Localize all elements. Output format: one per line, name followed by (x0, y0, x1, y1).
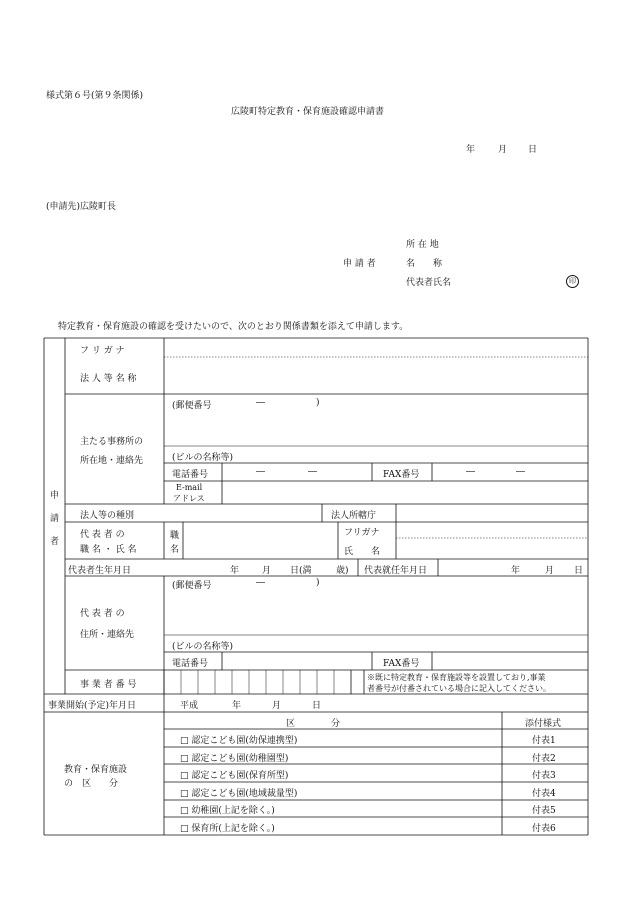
applicant-vertical-2: 請 (50, 514, 60, 524)
main-office-label-1: 主たる事務所の (80, 437, 144, 447)
rep-title-label-2: 職 名 ・ 氏 名 (80, 545, 137, 555)
birth-day-age: 日(満 (290, 566, 312, 576)
start-day: 日 (312, 701, 322, 711)
fax-dash-2: ― (516, 467, 525, 477)
appointed-day: 日 (574, 566, 584, 576)
business-number-label: 事 業 者 番 号 (80, 680, 137, 690)
applicant-label: 申 請 者 (343, 259, 376, 269)
phone-dash-2: ― (308, 467, 317, 477)
rep-postal-close: ) (316, 578, 320, 588)
facility-label-2: の 区 分 (64, 779, 119, 789)
furigana-label: フ リ ガ ナ (80, 346, 125, 356)
applicant-vertical-1: 申 (50, 491, 60, 501)
start-month: 月 (272, 701, 282, 711)
postal-dash: ― (256, 398, 265, 408)
date-year-label: 年 (466, 145, 476, 155)
start-year: 年 (232, 701, 242, 711)
rep-birth-label: 代表者生年月日 (68, 566, 132, 576)
rep-appointed-label: 代表就任年月日 (364, 566, 428, 576)
form-number: 様式第６号(第９条関係) (46, 91, 144, 101)
corp-name-label: 法 人 等 名 称 (80, 374, 137, 384)
representative-label: 代表者氏名 (406, 278, 452, 288)
appointed-month: 月 (545, 566, 555, 576)
appointed-year: 年 (511, 566, 521, 576)
rep-addr-label-2: 住所・連絡先 (80, 630, 135, 640)
address-label: 所 在 地 (406, 240, 439, 250)
rep-building-label: (ビルの名称等) (172, 642, 234, 652)
category-form: 付表4 (532, 789, 556, 799)
rep-postal-dash: ― (256, 578, 265, 588)
date-day-label: 日 (528, 145, 538, 155)
email-label-1: E-mail (176, 483, 203, 492)
seal-mark: 印 (566, 275, 579, 288)
category-item[interactable]: □ 幼稚園(上記を除く。) (180, 806, 275, 816)
birth-month: 月 (262, 566, 272, 576)
business-note-2: 者番号が付番されている場合に記入してください。 (367, 684, 551, 693)
category-item[interactable]: □ 保育所(上記を除く。) (180, 824, 275, 834)
category-item[interactable]: □ 認定こども園(地域裁量型) (180, 789, 298, 799)
phone-dash-1: ― (256, 467, 265, 477)
start-date-label: 事業開始(予定)年月日 (48, 701, 137, 711)
category-form: 付表6 (532, 824, 556, 834)
fax-dash-1: ― (466, 467, 475, 477)
phone-label: 電話番号 (172, 470, 209, 480)
fax-label: FAX番号 (383, 470, 420, 480)
start-heisei: 平成 (180, 701, 199, 711)
postal-label: (郵便番号 (172, 401, 212, 411)
rep-addr-label-1: 代 表 者 の (80, 609, 125, 619)
attachment-header: 添付様式 (525, 719, 562, 729)
birth-year: 年 (230, 566, 240, 576)
category-item[interactable]: □ 認定こども園(保育所型) (180, 771, 289, 781)
category-item[interactable]: □ 認定こども園(幼保連携型) (180, 736, 298, 746)
email-label-2: アドレス (173, 494, 205, 503)
rep-name-label: 氏 名 (344, 547, 381, 557)
category-item[interactable]: □ 認定こども園(幼稚園型) (180, 754, 289, 764)
rep-postal-label: (郵便番号 (172, 581, 212, 591)
rep-furigana-label: フリガナ (344, 528, 380, 538)
rep-fax-label: FAX番号 (383, 659, 420, 669)
name-label: 名 称 (406, 259, 443, 269)
intro-text: 特定教育・保育施設の確認を受けたいので、次のとおり関係書類を添えて申請します。 (58, 322, 409, 332)
category-form: 付表2 (532, 754, 556, 764)
rep-title-label-1: 代 表 者 の (80, 530, 125, 540)
building-label: (ビルの名称等) (172, 453, 234, 463)
facility-label-1: 教育・保育施設 (64, 765, 128, 775)
category-header: 区 分 (286, 719, 341, 729)
date-month-label: 月 (498, 145, 508, 155)
addressee: (申請先)広陵町長 (46, 202, 117, 212)
business-note-1: ※既に特定教育・保育施設等を設置しており,事業 (367, 673, 546, 682)
shoku-label: 職 (170, 531, 180, 541)
applicant-vertical-3: 者 (50, 537, 60, 547)
category-form: 付表5 (532, 806, 556, 816)
rep-phone-label: 電話番号 (172, 659, 209, 669)
corp-type-label: 法人等の種別 (80, 511, 135, 521)
document-title: 広陵町特定教育・保育施設確認申請書 (231, 107, 385, 117)
mei-label: 名 (170, 545, 180, 555)
postal-close: ) (316, 398, 320, 408)
main-office-label-2: 所在地・連絡先 (80, 456, 144, 466)
birth-age-close: 歳) (336, 566, 349, 576)
category-form: 付表3 (532, 771, 556, 781)
category-form: 付表1 (532, 736, 556, 746)
corp-authority-label: 法人所轄庁 (331, 511, 377, 521)
